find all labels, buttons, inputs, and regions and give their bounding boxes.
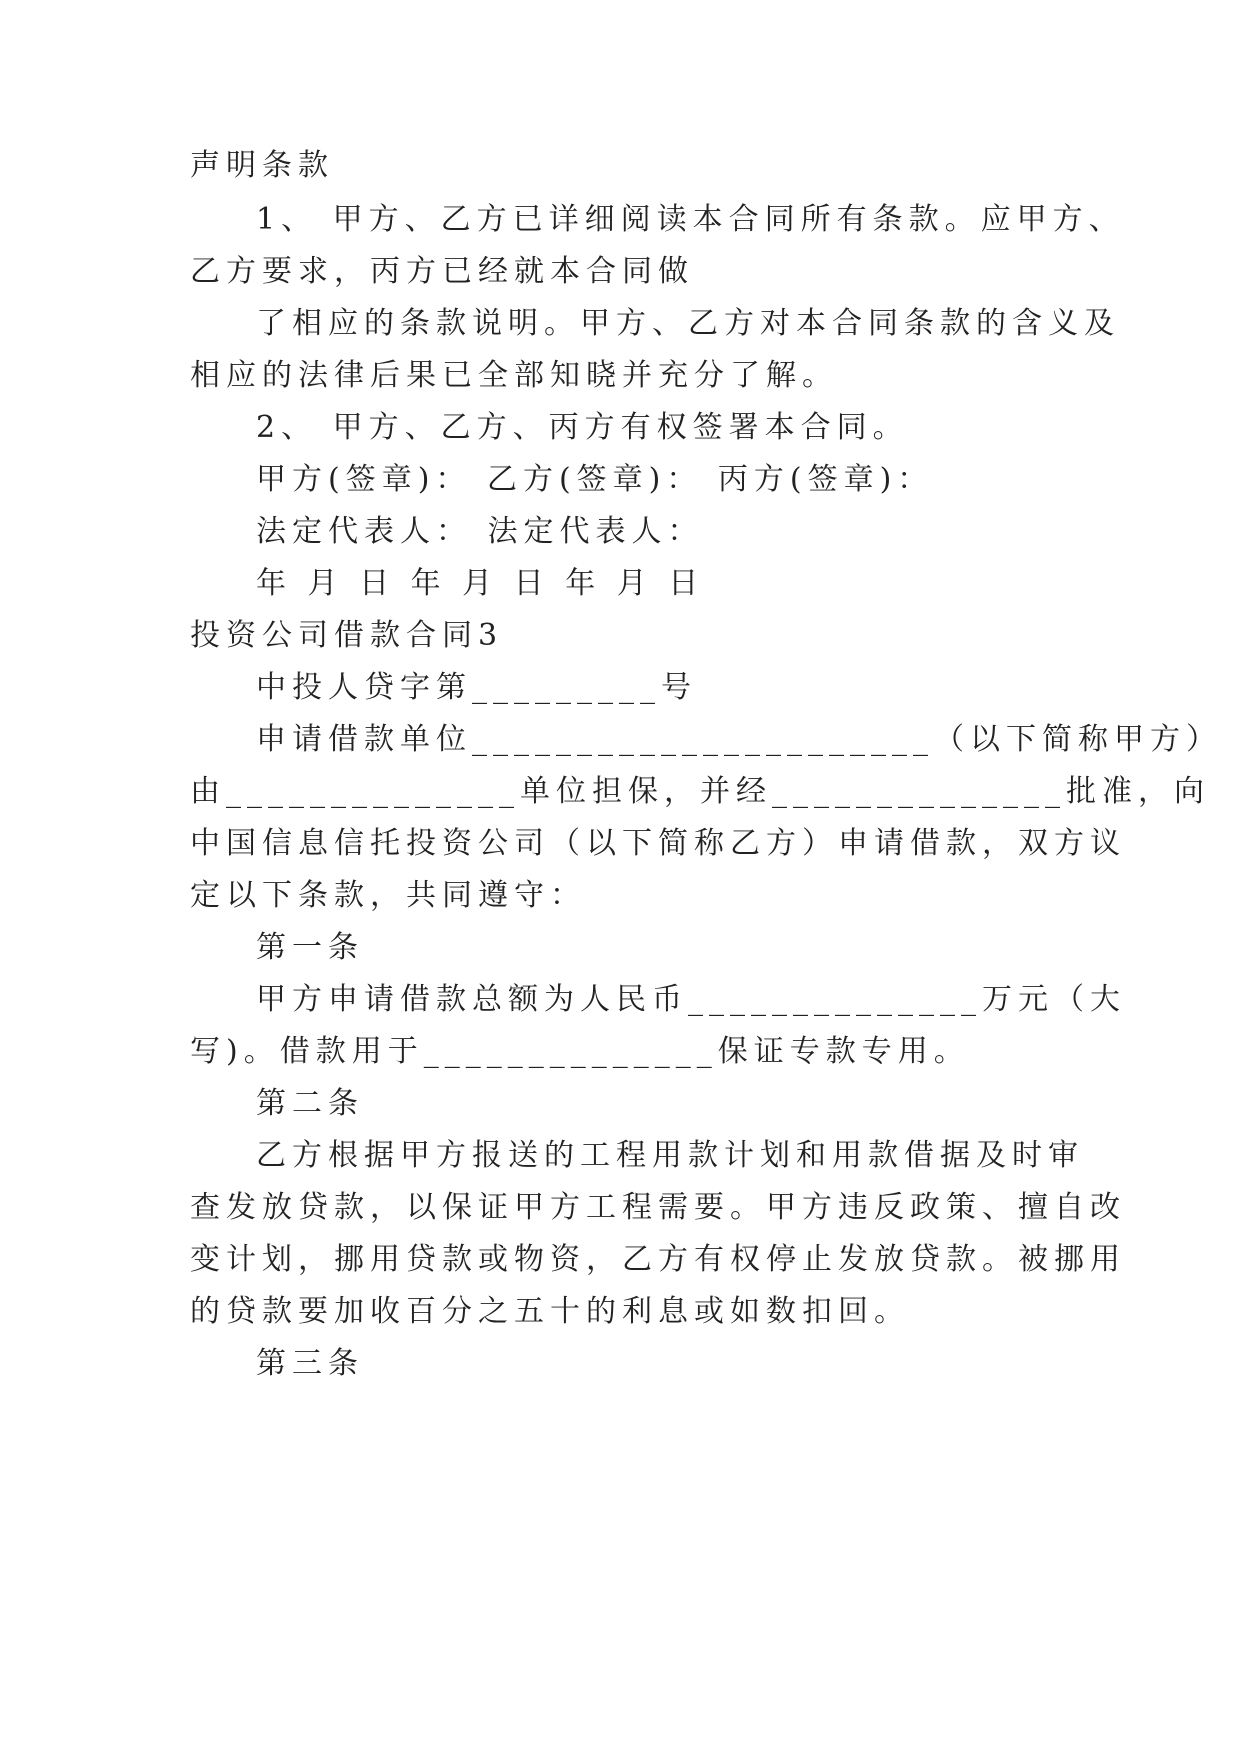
body-line: 写)。借款用于______________保证专款专用。 [190, 1034, 970, 1069]
body-line: 乙方根据甲方报送的工程用款计划和用款借据及时审 [256, 1138, 1084, 1173]
article-heading: 第三条 [256, 1346, 364, 1381]
body-line: 中国信息信托投资公司（以下简称乙方）申请借款，双方议 [190, 826, 1126, 861]
body-line: 由______________单位担保，并经______________批准，向 [190, 774, 1210, 809]
clause-line: 相应的法律后果已全部知晓并充分了解。 [190, 358, 838, 393]
clause-line: 乙方要求，丙方已经就本合同做 [190, 254, 694, 289]
body-line: 定以下条款，共同遵守： [190, 878, 586, 913]
article-heading: 第二条 [256, 1086, 364, 1121]
body-line: 甲方申请借款总额为人民币______________万元（大 [256, 982, 1126, 1017]
contract-number-line: 中投人贷字第_________号 [256, 670, 697, 705]
article-heading: 第一条 [256, 930, 364, 965]
body-line: 变计划，挪用贷款或物资，乙方有权停止发放贷款。被挪用 [190, 1242, 1126, 1277]
clause-line: 2、 甲方、乙方、丙方有权签署本合同。 [256, 410, 909, 445]
signature-line: 甲方(签章)： 乙方(签章)： 丙方(签章)： [256, 462, 934, 497]
representative-line: 法定代表人： 法定代表人： [256, 514, 704, 549]
contract-title: 投资公司借款合同3 [190, 618, 504, 653]
section-heading: 声明条款 [190, 148, 334, 183]
body-line: 查发放贷款，以保证甲方工程需要。甲方违反政策、擅自改 [190, 1190, 1126, 1225]
clause-line: 了相应的条款说明。甲方、乙方对本合同条款的含义及 [256, 306, 1120, 341]
clause-line: 1、 甲方、乙方已详细阅读本合同所有条款。应甲方、 [256, 202, 1125, 237]
body-line: 申请借款单位______________________（以下简称甲方） [256, 722, 1222, 757]
date-line: 年 月 日 年 月 日 年 月 日 [256, 566, 705, 601]
body-line: 的贷款要加收百分之五十的利息或如数扣回。 [190, 1294, 910, 1329]
